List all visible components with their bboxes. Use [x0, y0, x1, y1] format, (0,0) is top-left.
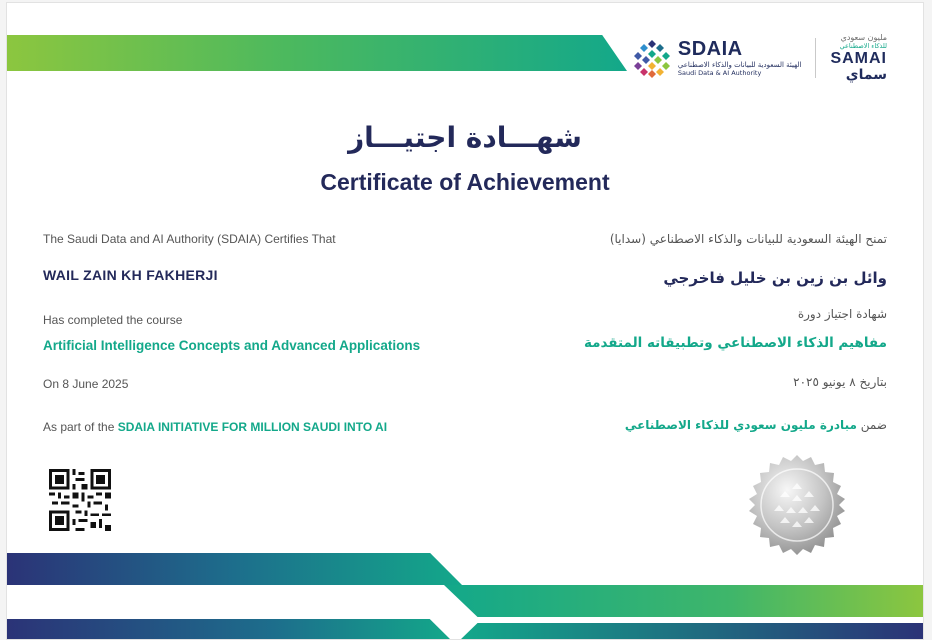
title-english: Certificate of Achievement — [320, 169, 610, 195]
initiative-ar — [625, 418, 887, 432]
bottom-band-1 — [7, 553, 462, 585]
course-title-en: Artificial Intelligence Concepts and Advanced Applications — [43, 338, 421, 353]
samai-arabic-top: مليون سعودي — [840, 32, 887, 42]
recipient-name-ar: وائل بن زين بن خليل فاخرجي — [663, 269, 887, 287]
sdaia-wordmark — [678, 39, 802, 77]
completed-text-en: Has completed the course — [43, 313, 183, 327]
silver-seal-icon — [745, 453, 849, 557]
recipient-name-en: WAIL ZAIN KH FAKHERJI — [43, 267, 218, 283]
certifies-text-ar: تمنح الهيئة السعودية للبيانات والذكاء الاصطناعي (سدايا) — [609, 232, 887, 246]
samai-logo — [830, 34, 887, 83]
sdaia-logo-icon — [632, 38, 672, 78]
certificate — [6, 2, 924, 640]
logo-divider — [815, 38, 816, 78]
samai-arabic-sub: للذكاء الاصطناعي — [839, 41, 887, 50]
samai-arabic-big: سماي — [845, 67, 887, 84]
course-title-ar: مفاهيم الذكاء الاصطناعي وتطبيقاته المتقدمة — [583, 335, 887, 351]
completed-text-ar: شهادة اجتياز دورة — [797, 307, 887, 321]
date-ar: بتاريخ ٨ يونيو ٢٠٢٥ — [793, 375, 887, 389]
top-gradient-band — [7, 35, 627, 71]
sdaia-name: SDAIA — [677, 38, 743, 61]
samai-english: SAMAI — [830, 50, 887, 68]
bottom-band-4 — [459, 623, 923, 640]
qr-code-icon[interactable] — [49, 469, 111, 531]
bottom-band-3 — [7, 619, 452, 640]
initiative-name-en: SDAIA INITIATIVE FOR MILLION SAUDI INTO AI — [117, 420, 388, 434]
initiative-en — [43, 420, 387, 434]
initiative-prefix-en: As part of the — [43, 420, 115, 434]
bottom-band-2 — [444, 585, 923, 617]
certifies-text-en: The Saudi Data and AI Authority (SDAIA) Certifies That — [43, 232, 336, 246]
date-en: On 8 June 2025 — [43, 377, 129, 391]
initiative-prefix-ar: ضمن — [860, 418, 887, 432]
header-logos — [632, 31, 887, 85]
sdaia-english-name: Saudi Data & AI Authority — [677, 69, 762, 78]
title-arabic: شهـــادة اجتيـــاز — [348, 121, 582, 154]
sdaia-arabic-name: الهيئة السعودية للبيانات والذكاء الاصطناعي — [677, 61, 802, 70]
initiative-name-ar: مبادرة مليون سعودي للذكاء الاصطناعي — [624, 418, 857, 432]
